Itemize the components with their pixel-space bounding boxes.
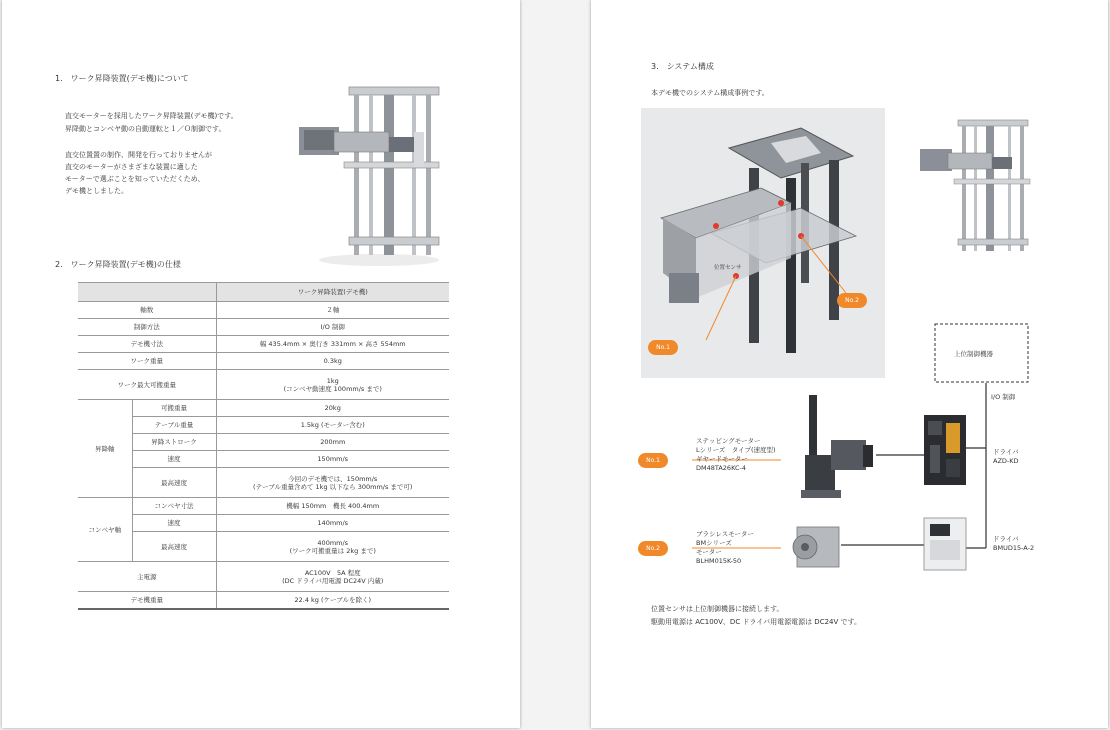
callout-no1-photo: No.1 [648, 340, 678, 355]
motor-1-line-3: ギヤードモーター [696, 455, 748, 463]
motor-2-line-4: BLHM015K-50 [696, 557, 742, 565]
group-label-lift-axis: 昇降軸 [78, 400, 132, 498]
table-header-row [78, 283, 449, 302]
motor-1-line-2: Lシリーズ タイプ(速度型) [696, 446, 776, 454]
section-2-heading: 2. ワーク昇降装置(デモ機)の仕様 [55, 260, 181, 269]
motor-1-line-4: DM48TA26KC-4 [696, 464, 746, 472]
footer-line-1: 位置センサは上位制御機器に接続します。 [651, 605, 784, 613]
callout-no2: No.2 [638, 541, 668, 556]
sensor-label: 位置センサ [714, 265, 742, 271]
footer-line-2: 駆動用電源は AC100V、DC ドライバ用電源電源は DC24V です。 [651, 618, 861, 626]
table-row: ワーク最大可搬重量 1kg (コンベヤ動速度 100mm/s まで) [78, 370, 449, 400]
motor-2-line-2: BMシリーズ [696, 539, 732, 547]
driver-2-image [924, 518, 966, 570]
intro-line-1: 直交モーターを採用したワーク昇降装置(デモ機)です。 [65, 112, 238, 120]
table-row: デモ機重量 22.4 kg (ケーブルを除く) [78, 592, 449, 610]
table-row: 制御方法 I/O 制御 [78, 319, 449, 336]
detail-line-1: 直交位置置の制作、開発を行っておりませんが [65, 151, 212, 159]
spec-table [78, 282, 449, 610]
demo-machine-image [294, 82, 444, 267]
callout-no1: No.1 [638, 453, 668, 468]
group-label-conveyor-axis: コンベヤ軸 [78, 498, 132, 562]
table-row: コンベヤ軸 コンベヤ寸法 機幅 150mm 機長 400.4mm [78, 498, 449, 515]
driver-2-line-2: BMUD15-A-2 [993, 544, 1035, 552]
table-row: 速度 140mm/s [78, 515, 449, 532]
stepping-motor-image [801, 395, 881, 500]
table-row: 最高速度 400mm/s (ワーク可搬重量は 2kg まで) [78, 532, 449, 562]
table-row: 速度 150mm/s [78, 451, 449, 468]
driver-2-line-1: ドライバ [993, 535, 1019, 543]
section-3-intro: 本デモ機でのシステム構成事例です。 [651, 89, 769, 97]
driver-1-image [924, 415, 966, 485]
document-page-2 [591, 0, 1108, 728]
detail-line-4: デモ機としました。 [65, 187, 128, 195]
table-row: 軸数 ２軸 [78, 302, 449, 319]
callout-no2-photo: No.2 [837, 293, 867, 308]
section-1-heading: 1. ワーク昇降装置(デモ機)について [55, 74, 189, 83]
table-row: テーブル重量 1.5kg (モーター含む) [78, 417, 449, 434]
table-row: 最高速度 今回のデモ機では、150mm/s (テーブル重量含めて 1kg 以下なら 300mm/s まで可) [78, 468, 449, 498]
driver-1-line-1: ドライバ [993, 448, 1019, 456]
host-controller-label: 上位制御機器 [954, 350, 993, 358]
table-header: ワーク昇降装置(デモ機) [216, 283, 449, 302]
table-row: デモ機寸法 幅 435.4mm × 奥行き 331mm × 高さ 554mm [78, 336, 449, 353]
table-row: 主電源 AC100V 5A 程度 (DC ドライバ用電源 DC24V 内蔵) [78, 562, 449, 592]
motor-2-line-1: ブラシレスモーター [696, 530, 754, 538]
document-page-1 [2, 0, 520, 728]
detail-line-3: モーターで選ぶことを知っていただくため、 [65, 175, 205, 183]
detail-line-2: 直交のモーターがさまざまな装置に適した [65, 163, 198, 171]
table-row: 昇降軸 可搬重量 20kg [78, 400, 449, 417]
brushless-motor-image [789, 525, 841, 570]
table-row: ワーク重量 0.3kg [78, 353, 449, 370]
intro-line-2: 昇降動とコンベヤ動の自動運転と１／Ｏ制御です。 [65, 125, 226, 133]
driver-1-line-2: AZD-KD [993, 457, 1019, 465]
io-control-label: I/O 制御 [991, 393, 1016, 401]
motor-2-line-3: モーター [696, 548, 722, 556]
motor-1-line-1: ステッピングモーター [696, 437, 761, 445]
section-3-heading: 3. システム構成 [651, 62, 714, 71]
table-row: 昇降ストローク 200mm [78, 434, 449, 451]
